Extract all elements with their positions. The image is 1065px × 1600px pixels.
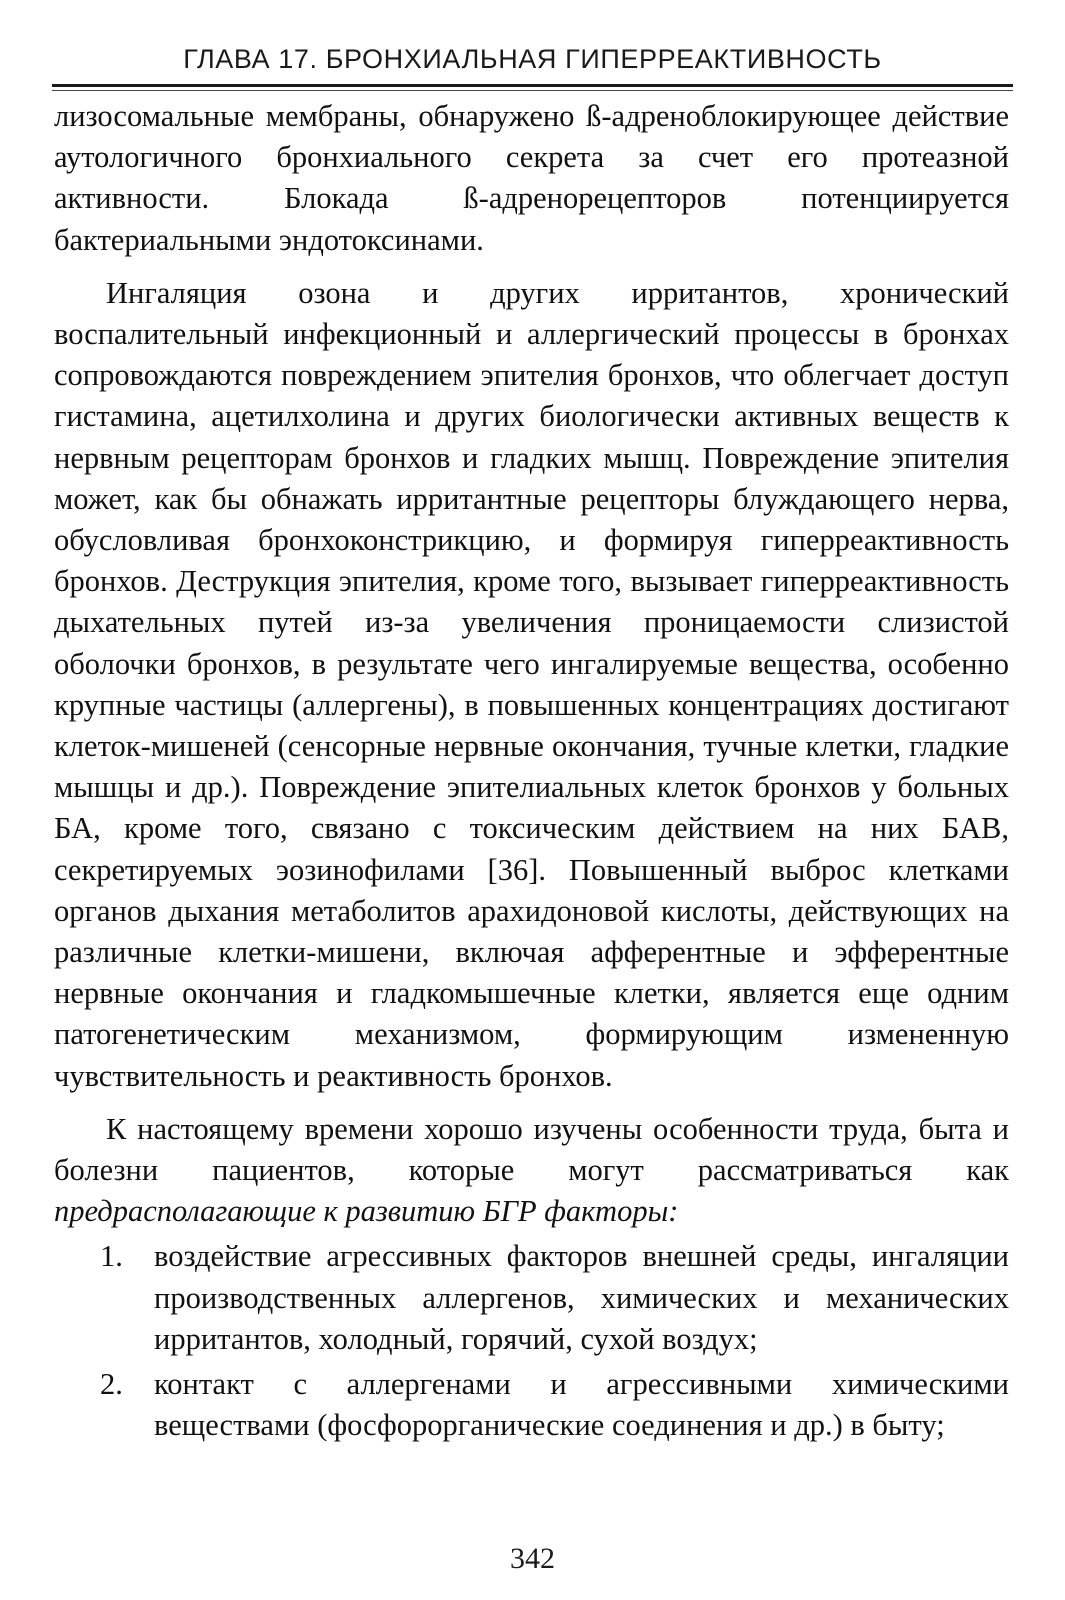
header-rule-thin: [52, 90, 1013, 91]
paragraph-1: лизосомальные мембраны, обнаружено ß-адреноблокирующее действие аутологичного бронхиального секрета за счет его протеазной активности. Блокада ß-адренорецепторов потенциируется бактериальными эндотоксинами.: [54, 99, 1009, 257]
list-item-number: 2.: [100, 1367, 123, 1402]
list-item-text: воздействие агрессивных факторов внешней среды, ингаляции производственных аллергенов, химических и механических ирритантов, холодный, горячий, сухой воздух;: [154, 1239, 1009, 1356]
italic-lead-in: предрасполагающие к развитию БГР факторы:: [54, 1194, 679, 1229]
list-item-number: 1.: [100, 1239, 123, 1274]
list-item: [54, 1364, 1009, 1446]
paragraph-3-text: К настоящему времени хорошо изучены особенности труда, быта и болезни пациентов, которые могут рассматриваться как: [54, 1111, 1009, 1188]
list-item: [54, 1236, 1009, 1360]
paragraph-2: Ингаляция озона и других ирритантов, хронический воспалительный инфекционный и аллергический процессы в бронхах сопровождаются повреждением эпителия бронхов, что облегчает доступ гистамина, ацетилхолина и других биологически активных веществ к нервным рецепторам бронхов и гладких мышц. Повреждение эпителия может, как бы обнажать ирритантные рецепторы блуждающего нерва, обусловливая бронхоконстрикцию, и формируя гиперреактивность бронхов. Деструкция эпителия, кроме того, вызывает гиперреактивность дыхательных путей из-за увеличения проницаемости слизистой оболочки бронхов, в результате чего ингалируемые вещества, особенно крупные частицы (аллергены), в повышенных концентрациях достигают клеток-мишеней (сенсорные нервные окончания, тучные клетки, гладкие мышцы и др.). Повреждение эпителиальных клеток бронхов у больных БА, кроме того, связано с токсическим действием на них БАВ, секретируемых эозинофилами [36]. Повышенный выброс клетками органов дыхания метаболитов арахидоновой кислоты, действующих на различные клетки-мишени, включая афферентные и эфферентные нервные окончания и гладкомышечные клетки, является еще одним патогенетическим механизмом, формирующим измененную чувствительность и реактивность бронхов.: [54, 275, 1009, 1093]
factor-list: [54, 1236, 1009, 1446]
running-header: ГЛАВА 17. БРОНХИАЛЬНАЯ ГИПЕРРЕАКТИВНОСТЬ: [183, 44, 882, 74]
page-number: 342: [510, 1542, 555, 1575]
paragraph-3: [54, 1109, 1009, 1233]
header-rule: [52, 84, 1013, 87]
page-body: [54, 96, 1009, 1447]
list-item-text: контакт с аллергенами и агрессивными химическими веществами (фосфорорганические соединения и др.) в быту;: [154, 1367, 1009, 1443]
